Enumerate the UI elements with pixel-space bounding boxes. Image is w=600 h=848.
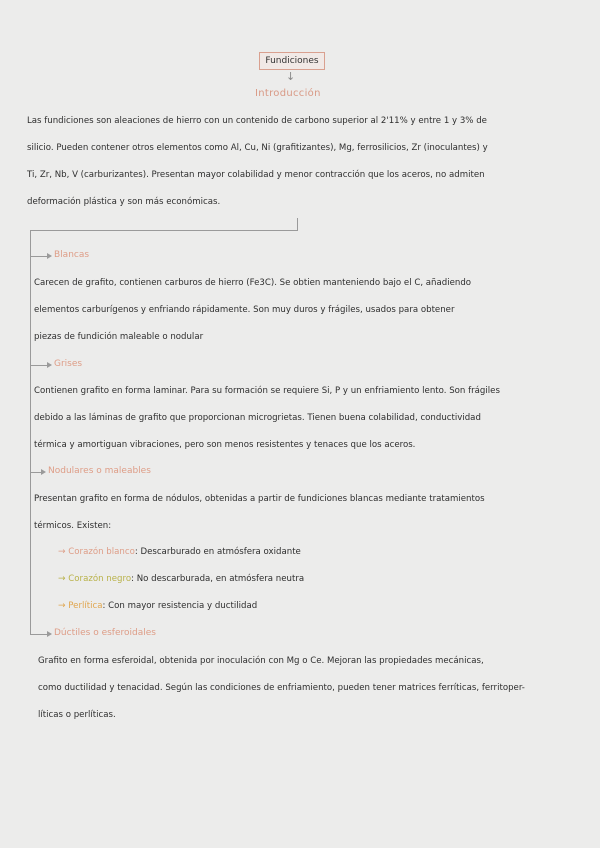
section-line: Carecen de grafito, contienen carburos de hierro (Fe3C). Se obtien manteniendo bajo el C, añadiendo <box>34 278 472 288</box>
list-item <box>58 601 257 611</box>
bracket-tick <box>297 218 298 230</box>
branch-line <box>30 256 48 257</box>
section-line: Presentan grafito en forma de nódulos, obtenidas a partir de fundiciones blancas mediante tratamientos <box>34 494 485 504</box>
section-heading-grises: Grises <box>54 359 83 369</box>
section-heading-blancas: Blancas <box>54 250 90 260</box>
down-arrow-icon: ↓ <box>286 70 296 83</box>
item-label: Perlítica <box>68 601 103 611</box>
intro-line: Las fundiciones son aleaciones de hierro con un contenido de carbono superior al 2'11% y entre 1 y 3% de <box>27 116 487 126</box>
arrow-right-icon <box>41 469 46 475</box>
section-line: Contienen grafito en forma laminar. Para su formación se requiere Si, P y un enfriamiento lento. Son frágiles <box>34 386 500 396</box>
arrow-right-icon: → <box>58 574 66 584</box>
section-line: piezas de fundición maleable o nodular <box>34 332 204 342</box>
arrow-right-icon <box>47 631 52 637</box>
section-heading-intro: Introducción <box>255 88 321 99</box>
intro-line: deformación plástica y son más económicas. <box>27 197 221 207</box>
tree-vertical-line <box>30 230 31 634</box>
bracket-horizontal <box>30 230 298 231</box>
item-text: : No descarburada, en atmósfera neutra <box>131 574 305 584</box>
section-line: elementos carburígenos y enfriando rápidamente. Son muy duros y frágiles, usados para obtener <box>34 305 455 315</box>
section-line: debido a las láminas de grafito que proporcionan microgrietas. Tienen buena colabilidad, conductividad <box>34 413 481 423</box>
list-item <box>58 574 304 584</box>
page-title: Fundiciones <box>259 52 325 70</box>
arrow-right-icon: → <box>58 547 66 557</box>
arrow-right-icon <box>47 362 52 368</box>
item-text: : Con mayor resistencia y ductilidad <box>102 601 258 611</box>
arrow-right-icon: → <box>58 601 66 611</box>
branch-line <box>30 365 48 366</box>
item-label: Corazón blanco <box>68 547 135 557</box>
item-label: Corazón negro <box>68 574 132 584</box>
section-line: térmicos. Existen: <box>34 521 112 531</box>
section-line: como ductilidad y tenacidad. Según las condiciones de enfriamiento, pueden tener matrices ferríticas, ferritoper- <box>38 683 525 693</box>
item-text: : Descarburado en atmósfera oxidante <box>134 547 301 557</box>
branch-line <box>30 634 48 635</box>
section-heading-nodulares: Nodulares o maleables <box>48 466 151 476</box>
section-line: Grafito en forma esferoidal, obtenida por inoculación con Mg o Ce. Mejoran las propiedades mecánicas, <box>38 656 484 666</box>
section-line: térmica y amortiguan vibraciones, pero son menos resistentes y tenaces que los aceros. <box>34 440 416 450</box>
section-line: líticas o perlíticas. <box>38 710 116 720</box>
arrow-right-icon <box>47 253 52 259</box>
intro-line: Ti, Zr, Nb, V (carburizantes). Presentan mayor colabilidad y menor contracción que los aceros, no admiten <box>27 170 485 180</box>
list-item <box>58 547 301 557</box>
intro-line: silicio. Pueden contener otros elementos como Al, Cu, Ni (grafitizantes), Mg, ferrosilicios, Zr (inoculantes) y <box>27 143 488 153</box>
section-heading-ductiles: Dúctiles o esferoidales <box>54 628 156 638</box>
